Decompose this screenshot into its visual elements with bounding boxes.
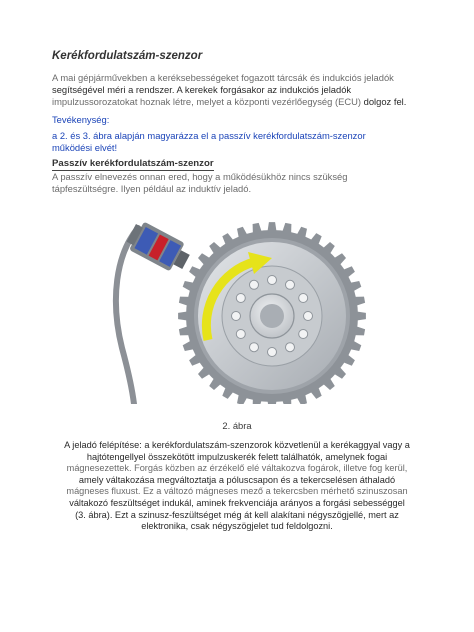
wheel-tooth: [253, 223, 262, 234]
bolt-hole: [286, 280, 295, 289]
intro-paragraph: [52, 72, 406, 108]
intro-line-2: segítségével méri a rendszer. A kerekek forgásakor az indukciós jeladók: [52, 84, 352, 95]
intro-line-3b: dolgoz fel.: [363, 96, 407, 107]
wheel-tooth: [282, 223, 291, 234]
bolt-hole: [304, 312, 313, 321]
section-paragraph: [52, 171, 348, 195]
body-line-4: amely váltakozása megváltoztatja a póluscsapon és a tekercselésen áthaladó: [78, 474, 396, 485]
sensor-cable: [116, 228, 138, 404]
wheel-tooth: [267, 400, 276, 404]
bolt-hole: [236, 294, 245, 303]
section-heading: Passzív kerékfordulatszám-szenzor: [52, 158, 214, 169]
bolt-hole: [268, 276, 277, 285]
body-line-8: elektronika, csak négyszögjelet tud feldolgozni.: [141, 521, 333, 532]
bolt-hole: [299, 294, 308, 303]
bolt-hole: [236, 330, 245, 339]
bolt-hole: [232, 312, 241, 321]
wheel-tooth: [178, 311, 188, 320]
wheel-sensor-figure: [108, 208, 370, 404]
bolt-hole: [286, 343, 295, 352]
inductive-sensor: [124, 219, 194, 276]
section-line-2: tápfeszültségre. Ilyen például az induktív jeladó.: [52, 183, 252, 194]
intro-line-1: A mai gépjárművekben a keréksebességeket fogazott tárcsák és indukciós jeladók: [52, 72, 394, 83]
bolt-hole: [250, 343, 259, 352]
body-line-7: (3. ábra). Ezt a szinusz-feszültséget még át kell alakítani négyszögjellé, mert az: [75, 509, 399, 520]
task-paragraph: [52, 130, 366, 154]
task-label: Tevékenység:: [52, 114, 110, 125]
body-line-1: A jeladó felépítése: a kerékfordulatszám-szenzorok közvetlenül a kerékaggyal vagy a: [64, 440, 410, 450]
wheel-tooth: [354, 297, 365, 306]
body-line-2: hajtótengellyel összekötött impulzuskerék felett találhatók, amelynek fogai: [86, 451, 388, 462]
wheel-tooth: [179, 326, 190, 335]
page-title: Kerékfordulatszám-szenzor: [52, 50, 203, 62]
task-line-1: a 2. és 3. ábra alapján magyarázza el a passzív kerékfordulatszám-szenzor: [52, 130, 366, 141]
body-paragraph: [32, 440, 442, 533]
wheel-tooth: [356, 311, 366, 320]
intro-line-3a: impulzussorozatokat hoznak létre, melyet a központi vezérlőegység (ECU): [52, 96, 364, 107]
bolt-hole: [299, 330, 308, 339]
body-line-6: váltakozó feszültséget indukál, aminek frekvenciája arányos a forgási sebességgel: [69, 497, 405, 508]
bolt-hole: [250, 280, 259, 289]
wheel-tooth: [354, 326, 365, 335]
figure-caption: 2. ábra: [222, 420, 252, 431]
section-line-1: A passzív elnevezés onnan ered, hogy a működésükhöz nincs szükség: [52, 171, 348, 182]
body-line-3: mágnesezettek. Forgás közben az érzékelő elé váltakozva fogárok, illetve fog kerül,: [66, 463, 408, 474]
wheel-tooth: [179, 297, 190, 306]
wheel-tooth: [267, 222, 276, 232]
body-line-5: mágneses fluxust. Ez a változó mágneses mező a tekercsben mérhető szinuszosan: [66, 486, 408, 497]
bolt-hole: [268, 348, 277, 357]
task-line-2: működési elvét!: [52, 142, 118, 153]
